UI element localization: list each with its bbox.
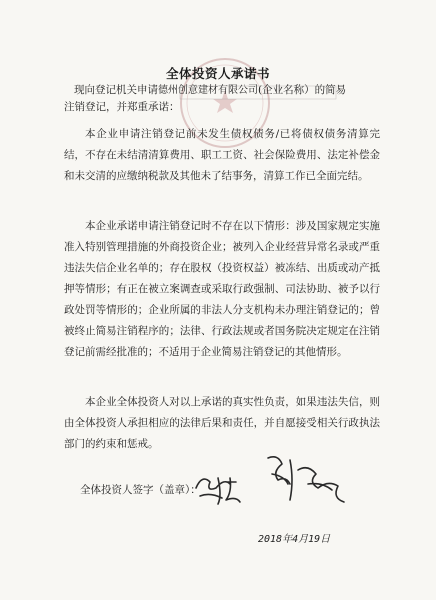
handwritten-signatures — [190, 448, 360, 518]
signature-date — [258, 530, 330, 545]
signature-label: 全体投资人签字（盖章）： — [80, 484, 201, 496]
filled-company-name: 德州创意建材有限公司 — [158, 85, 258, 96]
commitment-paragraph-2: 本企业承诺申请注销登记时不存在以下情形：涉及国家规定实施准入特别管理措施的外商投资企业；被列入企业经营异常名录或严重违法失信企业名单的；存在股权（投资权益）被冻结、出质或动产抵押等情形；有正在被立案调查或采取行政强制、司法协助、被予以行政处罚等情形的；企业所属的非法人分支机构未办理注销登记的；曾被终止简易注销程序的；法律、行政法规或者国务院决定规定在注销登记前需经批准的；不适用于企业简易注销登记的其他情形。 — [64, 220, 380, 358]
commitment-paragraph-3: 本企业全体投资人对以上承诺的真实性负责，如果违法失信，则由全体投资人承担相应的法律后果和责任，并自愿接受相关行政执法部门的约束和惩戒。 — [64, 396, 380, 450]
name-stamp-overprint — [178, 82, 338, 102]
intro-suffix: (企业名称）的简易 — [258, 84, 347, 96]
date-value: 2018年4月19日 — [258, 534, 331, 545]
page-title: 全体投资人承诺书 — [165, 66, 270, 81]
intro-line-2: 注销登记，并郑重承诺： — [64, 101, 180, 113]
intro-prefix: 现向登记机关申请 — [74, 84, 158, 96]
commitment-paragraph-1: 本企业申请注销登记前未发生债权债务/已将债权债务清算完结，不存在未结清清算费用、职工工资、社会保险费用、法定补偿金和未交清的应缴纳税款及其他未了结事务，清算工作已全面完结。 — [64, 128, 380, 182]
